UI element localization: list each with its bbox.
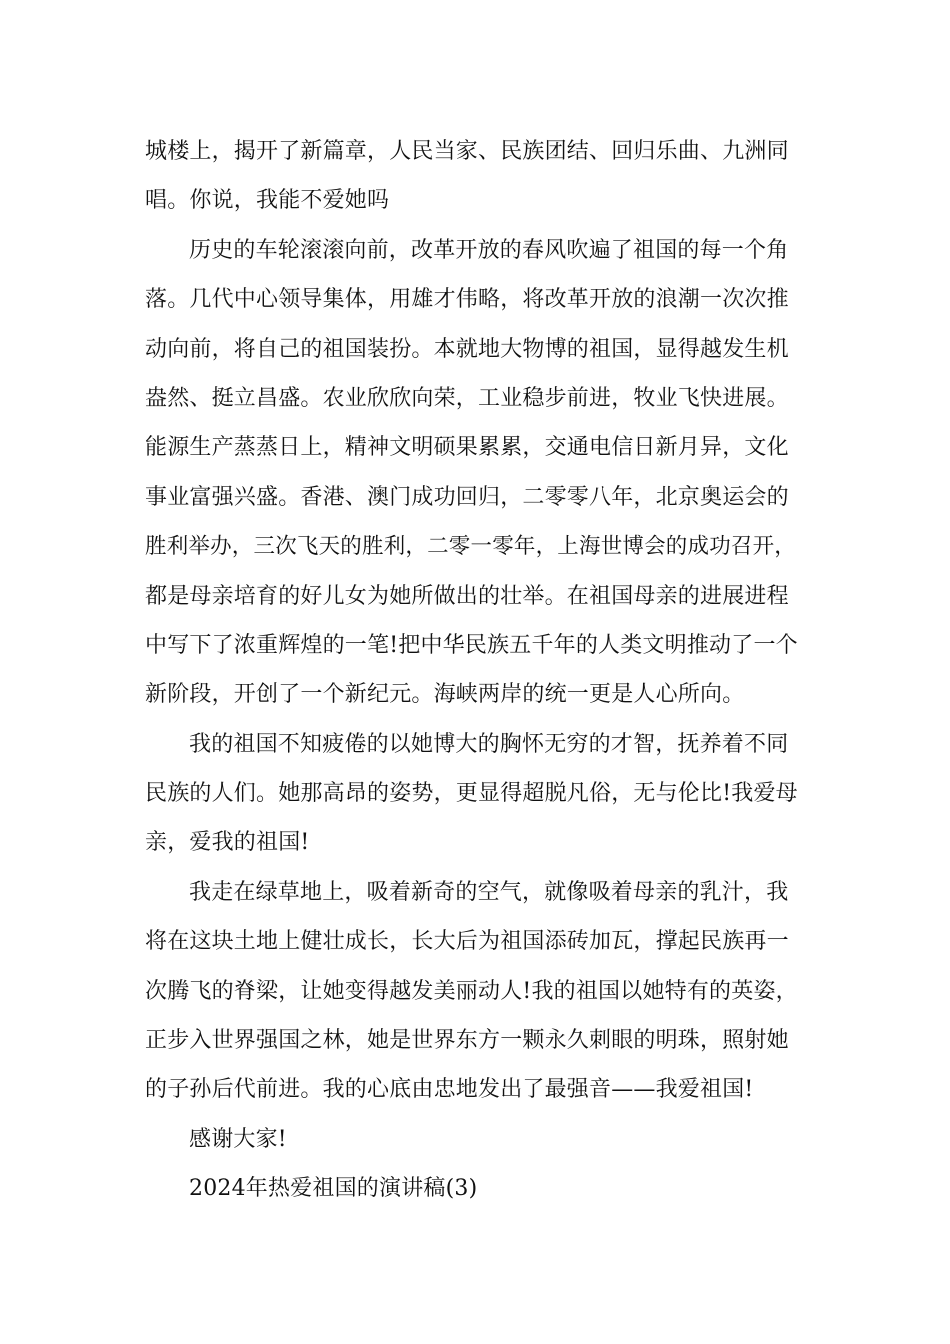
text-line: 都是母亲培育的好儿女为她所做出的壮举。在祖国母亲的进展进程 [145, 583, 789, 609]
text-line: 历史的车轮滚滚向前，改革开放的春风吹遍了祖国的每一个角 [189, 237, 789, 263]
text-line: 民族的人们。她那高昂的姿势，更显得超脱凡俗，无与伦比!我爱母 [145, 781, 798, 807]
text-line: 事业富强兴盛。香港、澳门成功回归，二零零八年，北京奥运会的 [145, 484, 789, 510]
text-line: 将在这块土地上健壮成长，长大后为祖国添砖加瓦，撑起民族再一 [145, 929, 789, 955]
paragraph [145, 868, 810, 1115]
paragraph [145, 1115, 810, 1164]
text-line: 盎然、挺立昌盛。农业欣欣向荣，工业稳步前进，牧业飞快进展。 [145, 385, 789, 411]
document-body [145, 127, 810, 1214]
text-line: 次腾飞的脊梁，让她变得越发美丽动人!我的祖国以她特有的英姿， [145, 978, 798, 1004]
text-line: 我走在绿草地上，吸着新奇的空气，就像吸着母亲的乳汁，我 [189, 879, 789, 905]
text-line: 胜利举办，三次飞天的胜利，二零一零年，上海世博会的成功召开， [145, 534, 797, 560]
paragraph [145, 226, 810, 720]
paragraph [145, 127, 810, 226]
text-line: 中写下了浓重辉煌的一笔!把中华民族五千年的人类文明推动了一个 [145, 632, 798, 658]
paragraph [145, 720, 810, 868]
text-line: 能源生产蒸蒸日上，精神文明硕果累累，交通电信日新月异，文化 [145, 435, 789, 461]
text-line: 城楼上，揭开了新篇章，人民当家、民族团结、回归乐曲、九洲同 [145, 139, 789, 164]
closing-line: 感谢大家! [189, 1126, 287, 1152]
text-line: 的子孙后代前进。我的心底由忠地发出了最强音——我爱祖国! [145, 1077, 754, 1103]
text-line: 我的祖国不知疲倦的以她博大的胸怀无穷的才智，抚养着不同 [189, 731, 789, 757]
text-line: 正步入世界强国之林，她是世界东方一颗永久刺眼的明珠，照射她 [145, 1028, 789, 1054]
text-line: 动向前，将自己的祖国装扮。本就地大物博的祖国，显得越发生机 [145, 336, 789, 362]
text-line: 新阶段，开创了一个新纪元。海峡两岸的统一更是人心所向。 [145, 682, 745, 708]
text-line: 落。几代中心领导集体，用雄才伟略，将改革开放的浪潮一次次推 [145, 287, 789, 313]
paragraph [145, 1164, 810, 1213]
text-line: 亲，爱我的祖国! [145, 830, 310, 856]
section-heading: 2024年热爱祖国的演讲稿(3) [189, 1176, 478, 1202]
text-line: 唱。你说，我能不爱她吗 [145, 188, 390, 214]
